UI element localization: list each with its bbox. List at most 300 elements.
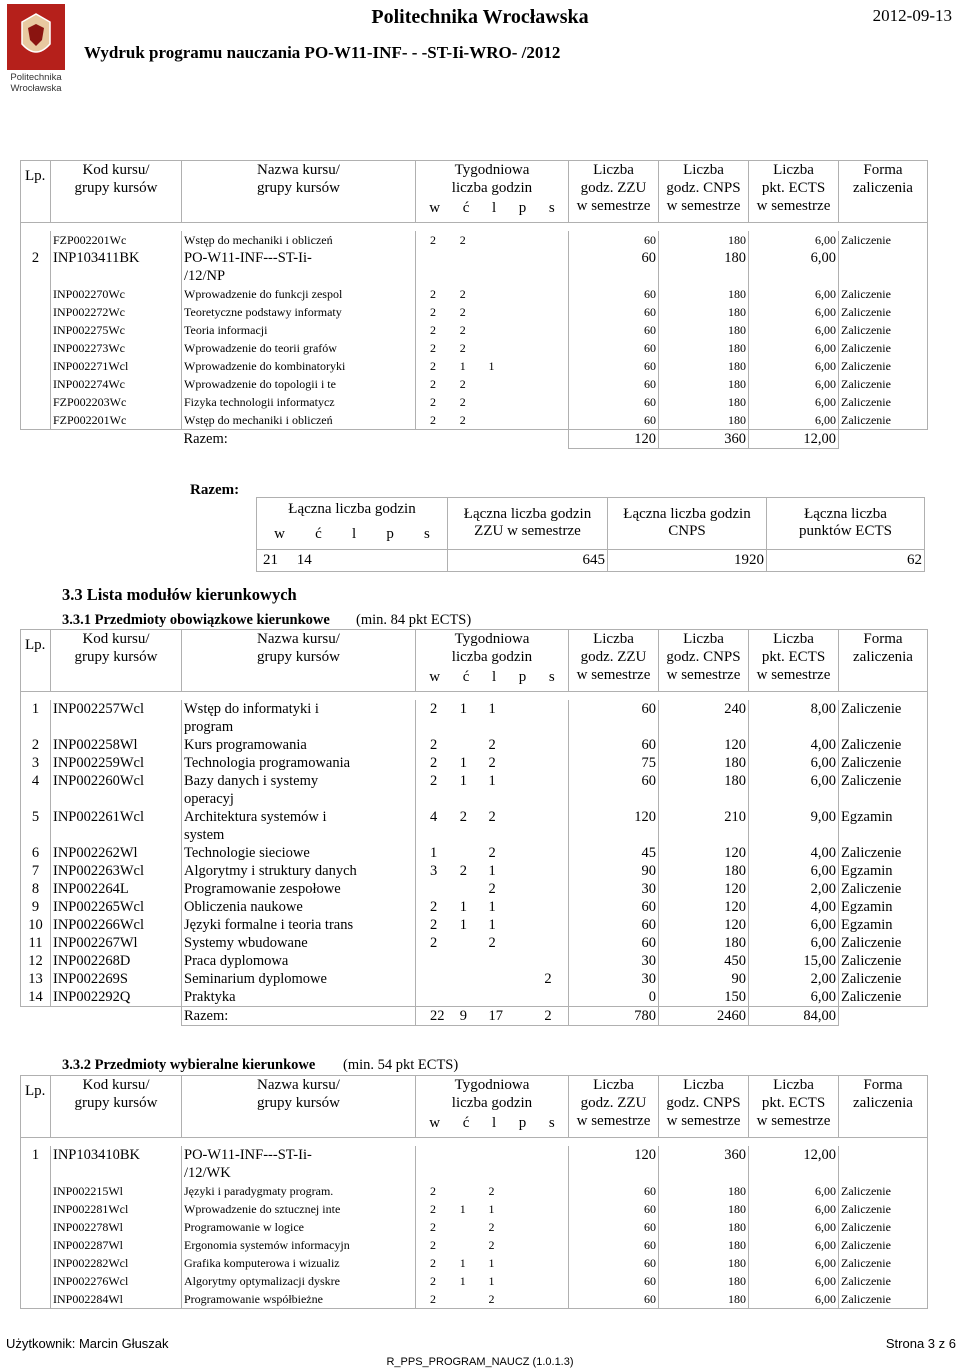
hours-c (460, 1236, 489, 1254)
hours-c: 1 (459, 1202, 466, 1216)
zzu-hours: 60 (569, 375, 659, 393)
row-number: 3 (21, 754, 51, 772)
hours-l: 2 (488, 1238, 495, 1252)
hours-w: 22 (430, 1008, 445, 1024)
lp-header-label: Lp. (25, 637, 46, 653)
cnps-hours: 180 (659, 249, 749, 285)
hours-p (517, 1236, 544, 1254)
ects-points-header-line2: pkt. ECTS (761, 180, 826, 196)
hours-s (544, 357, 566, 375)
row-number (21, 321, 51, 339)
row-number (21, 231, 51, 249)
weekly-hours-cell (416, 339, 569, 357)
hours-w: 2 (430, 395, 436, 409)
cnps-hours: 180 (659, 1290, 749, 1309)
hours-type-w-label: w (429, 669, 441, 685)
zzu-hours: 120 (569, 808, 659, 844)
group-name (182, 1146, 416, 1182)
hours-w: 2 (430, 755, 438, 771)
assessment-form: Zaliczenie (839, 285, 928, 303)
weekly-hours-cell (416, 934, 569, 952)
hours-l (489, 285, 518, 303)
hours-l: 2 (488, 1220, 495, 1234)
hours-c: 2 (459, 233, 466, 247)
course-name-line1: Bazy danych i systemy (184, 773, 319, 789)
zzu-hours-header-line1: Liczba (593, 631, 634, 647)
row-number (21, 411, 51, 430)
summary-table (256, 497, 925, 572)
course-name: Wprowadzenie do kombinatoryki (182, 357, 416, 375)
hours-c: 2 (459, 377, 466, 391)
hours-w: 2 (430, 917, 438, 933)
hours-c (460, 880, 489, 898)
hours-p (517, 970, 544, 988)
weekly-hours-cell (416, 898, 569, 916)
course-name: Teoria informacji (182, 321, 416, 339)
hours-l (489, 411, 518, 429)
cnps-hours-header (659, 1076, 749, 1138)
hours-l (489, 339, 518, 357)
course-name-line1: Seminarium dyplomowe (184, 971, 327, 987)
section-3-3-2-note: (min. 54 pkt ECTS) (343, 1057, 459, 1073)
weekly-hours-cell (416, 862, 569, 880)
course-name-line1: Architektura systemów i (184, 809, 327, 825)
course-name (182, 880, 416, 898)
hours-p (517, 736, 544, 754)
zzu-hours: 60 (569, 898, 659, 916)
summary-zzu-header-1: Łączna liczba godzin (463, 506, 592, 522)
document-subtitle: Wydruk programu nauczania PO-W11-INF- - -ST-Ii-WRO- /2012 (84, 43, 561, 62)
course-name-line1: Algorytmy i struktury danych (184, 863, 357, 879)
cnps-hours-header-line1: Liczba (683, 162, 724, 178)
course-code-header-line2: grupy kursów (74, 180, 158, 196)
group-name-line1: PO-W11-INF---ST-Ii- (184, 1147, 312, 1163)
weekly-hours-header (416, 630, 569, 692)
course-code: INP002282Wcl (51, 1254, 182, 1272)
hours-l: 2 (488, 809, 496, 825)
course-row (21, 303, 928, 321)
course-name-header (182, 1076, 416, 1138)
hours-s (544, 700, 566, 718)
weekly-hours-cell (416, 1236, 569, 1254)
row-number (21, 1182, 51, 1200)
zzu-hours-header-line2: godz. ZZU (580, 649, 647, 665)
hours-w: 2 (430, 1238, 436, 1252)
hours-l: 1 (488, 1202, 495, 1216)
zzu-hours-header-line1: Liczba (593, 1077, 634, 1093)
ects-points: 6,00 (749, 393, 839, 411)
assessment-form: Zaliczenie (839, 772, 928, 808)
course-name (182, 988, 416, 1007)
weekly-hours-cell (416, 303, 569, 321)
course-code: INP002276Wcl (51, 1272, 182, 1290)
hours-w: 2 (430, 701, 438, 717)
zzu-hours: 60 (569, 285, 659, 303)
cnps-hours: 180 (659, 1200, 749, 1218)
weekly-hours-cell (416, 1007, 569, 1026)
ects-points: 6,00 (749, 772, 839, 808)
course-code-header-line2: grupy kursów (74, 649, 158, 665)
zzu-hours: 75 (569, 754, 659, 772)
course-name-header-line1: Nazwa kursu/ (257, 631, 340, 647)
hours-c: 1 (459, 1256, 466, 1270)
cnps-hours: 180 (659, 393, 749, 411)
hours-w: 2 (430, 341, 436, 355)
course-name: Wstęp do mechaniki i obliczeń (182, 411, 416, 430)
course-row (21, 988, 928, 1007)
zzu-hours-header (569, 1076, 659, 1138)
course-code-header-line1: Kod kursu/ (82, 1077, 150, 1093)
hours-w: 2 (430, 233, 436, 247)
course-code-header-line1: Kod kursu/ (82, 162, 150, 178)
course-code: INP002267Wl (51, 934, 182, 952)
summary-ects-header-2: punktów ECTS (799, 523, 892, 539)
hours-c: 2 (459, 809, 467, 825)
summary-zzu-header-2: ZZU w semestrze (474, 523, 581, 539)
hours-s (544, 898, 566, 916)
weekly-hours-cell (416, 844, 569, 862)
hours-s (544, 916, 566, 934)
course-name: Programowanie w logice (182, 1218, 416, 1236)
hours-s (544, 772, 566, 790)
course-code: INP002278Wl (51, 1218, 182, 1236)
hours-p (517, 1200, 544, 1218)
cnps-hours: 180 (659, 285, 749, 303)
ects-points: 6,00 (749, 321, 839, 339)
assessment-form: Zaliczenie (839, 1254, 928, 1272)
zzu-hours: 60 (569, 1290, 659, 1309)
hours-p (517, 1182, 544, 1200)
course-name-header-line1: Nazwa kursu/ (257, 1077, 340, 1093)
row-number (21, 1290, 51, 1309)
course-name (182, 754, 416, 772)
course-code: INP002272Wc (51, 303, 182, 321)
spacer-row (21, 223, 928, 232)
assessment-form: Zaliczenie (839, 754, 928, 772)
hours-c (460, 970, 489, 988)
course-name-line1: Praca dyplomowa (184, 953, 289, 969)
hours-c: 2 (459, 323, 466, 337)
zzu-hours: 60 (569, 231, 659, 249)
hours-s (544, 1290, 566, 1308)
cnps-hours-header-line2: godz. CNPS (666, 649, 741, 665)
course-name-line1: Technologie sieciowe (184, 845, 310, 861)
lp-header (21, 630, 51, 692)
hours-l: 1 (488, 917, 496, 933)
cnps-hours: 120 (659, 916, 749, 934)
course-name (182, 862, 416, 880)
cnps-hours: 180 (659, 375, 749, 393)
zzu-hours: 60 (569, 393, 659, 411)
hours-l (489, 321, 518, 339)
row-number: 12 (21, 952, 51, 970)
hours-c (460, 844, 489, 862)
hours-s (544, 1236, 566, 1254)
ects-points-header-line3: w semestrze (756, 667, 831, 683)
weekly-hours-cell (416, 880, 569, 898)
summary-c-header: ć (315, 526, 322, 542)
footer-user: Użytkownik: Marcin Głuszak (6, 1336, 169, 1351)
hours-p (517, 862, 544, 880)
assessment-form: Zaliczenie (839, 375, 928, 393)
print-date: 2012-09-13 (872, 6, 952, 25)
assessment-form: Zaliczenie (839, 231, 928, 249)
course-row (21, 898, 928, 916)
hours-w: 2 (430, 1274, 436, 1288)
course-code-header-line2: grupy kursów (74, 1095, 158, 1111)
course-name (182, 916, 416, 934)
cnps-hours: 180 (659, 303, 749, 321)
hours-s (544, 1200, 566, 1218)
hours-s (544, 754, 566, 772)
weekly-hours-header-line2: liczba godzin (451, 180, 533, 196)
ects-points-header-line1: Liczba (773, 162, 814, 178)
footer-report-id: R_PPS_PROGRAM_NAUCZ (1.0.1.3) (386, 1356, 574, 1368)
course-name (182, 934, 416, 952)
course-row (21, 862, 928, 880)
total-ects: 12,00 (749, 430, 839, 449)
hours-c: 9 (459, 1008, 467, 1024)
weekly-hours-header (416, 1076, 569, 1138)
summary-ects-value: 62 (767, 550, 925, 572)
hours-l: 1 (488, 359, 495, 373)
weekly-hours-cell (416, 1272, 569, 1290)
course-name: Teoretyczne podstawy informaty (182, 303, 416, 321)
assessment-form: Zaliczenie (839, 1272, 928, 1290)
course-row (21, 339, 928, 357)
row-number: 14 (21, 988, 51, 1007)
row-number: 1 (21, 1146, 51, 1182)
total-row (21, 430, 928, 449)
cnps-hours: 180 (659, 357, 749, 375)
hours-c: 2 (459, 341, 466, 355)
section-3-3-1-note: (min. 84 pkt ECTS) (356, 612, 472, 628)
hours-l: 2 (488, 881, 496, 897)
zzu-hours-header-line3: w semestrze (576, 1113, 651, 1129)
course-name: Wprowadzenie do teorii grafów (182, 339, 416, 357)
hours-type-p-label: p (518, 669, 527, 685)
weekly-hours-cell (416, 1290, 569, 1309)
assessment-form: Zaliczenie (839, 1200, 928, 1218)
ects-points: 6,00 (749, 303, 839, 321)
summary-w-value: 21 (263, 552, 278, 568)
hours-s (544, 808, 566, 826)
weekly-hours-header (416, 161, 569, 223)
hours-type-p-label: p (518, 1115, 527, 1131)
hours-s (544, 321, 566, 339)
assessment-form: Zaliczenie (839, 880, 928, 898)
course-row (21, 952, 928, 970)
course-name (182, 844, 416, 862)
ects-points: 6,00 (749, 285, 839, 303)
ects-points: 6,00 (749, 1200, 839, 1218)
hours-s (544, 880, 566, 898)
weekly-hours-header-line1: Tygodniowa (454, 631, 530, 647)
hours-c (460, 1182, 489, 1200)
summary-s-header: s (424, 526, 430, 542)
weekly-hours-cell (416, 285, 569, 303)
row-number: 8 (21, 880, 51, 898)
zzu-hours: 120 (569, 1146, 659, 1182)
course-code: INP002270Wc (51, 285, 182, 303)
course-row (21, 1200, 928, 1218)
hours-p (517, 285, 544, 303)
course-row (21, 357, 928, 375)
total-cnps: 360 (659, 430, 749, 449)
summary-cnps-value: 1920 (608, 550, 767, 572)
course-code: FZP002201Wc (51, 411, 182, 430)
course-name (182, 952, 416, 970)
total-label: Razem: (182, 1007, 416, 1026)
hours-s (544, 1272, 566, 1290)
zzu-hours: 60 (569, 1200, 659, 1218)
assessment-form: Egzamin (839, 808, 928, 844)
hours-p (517, 1218, 544, 1236)
cnps-hours: 180 (659, 1182, 749, 1200)
row-number (21, 375, 51, 393)
course-row (21, 375, 928, 393)
row-number (21, 1272, 51, 1290)
hours-c (460, 934, 489, 952)
course-code: INP002268D (51, 952, 182, 970)
cnps-hours: 180 (659, 411, 749, 430)
cnps-hours: 180 (659, 934, 749, 952)
hours-p (517, 1254, 544, 1272)
course-name-line1: Języki formalne i teoria trans (184, 917, 354, 933)
svg-text:Politechnika: Politechnika (10, 72, 62, 83)
ects-points-header-line3: w semestrze (756, 198, 831, 214)
course-name: Języki i paradygmaty program. (182, 1182, 416, 1200)
course-code: INP002271Wcl (51, 357, 182, 375)
lp-header-label: Lp. (25, 168, 46, 184)
hours-w: 2 (430, 1220, 436, 1234)
course-code: INP002266Wcl (51, 916, 182, 934)
assessment-form: Zaliczenie (839, 934, 928, 952)
weekly-hours-cell (416, 736, 569, 754)
row-number (21, 393, 51, 411)
cnps-hours: 180 (659, 231, 749, 249)
table2-header-row (21, 630, 928, 692)
course-code-header (51, 161, 182, 223)
hours-l: 2 (488, 1292, 495, 1306)
hours-w: 2 (430, 935, 438, 951)
cnps-hours: 240 (659, 700, 749, 736)
cnps-hours: 180 (659, 321, 749, 339)
ects-points: 4,00 (749, 898, 839, 916)
assessment-form-header (839, 1076, 928, 1138)
course-name: Wstęp do mechaniki i obliczeń (182, 231, 416, 249)
row-number (21, 1200, 51, 1218)
assessment-form: Zaliczenie (839, 339, 928, 357)
zzu-hours: 0 (569, 988, 659, 1007)
ects-points-header-line1: Liczba (773, 631, 814, 647)
hours-p (517, 303, 544, 321)
hours-l: 17 (488, 1008, 504, 1024)
assessment-form: Zaliczenie (839, 303, 928, 321)
university-title: Politechnika Wrocławska (371, 6, 589, 28)
hours-type-s-label: s (548, 200, 555, 216)
row-number (21, 1254, 51, 1272)
zzu-hours-header-line2: godz. ZZU (580, 180, 647, 196)
course-name-header-line1: Nazwa kursu/ (257, 162, 340, 178)
zzu-hours: 60 (569, 411, 659, 430)
cnps-hours-header (659, 161, 749, 223)
ects-points: 6,00 (749, 357, 839, 375)
hours-p (517, 808, 544, 826)
weekly-hours-header-line1: Tygodniowa (454, 162, 530, 178)
hours-s (544, 862, 566, 880)
course-code: INP002259Wcl (51, 754, 182, 772)
zzu-hours: 60 (569, 736, 659, 754)
cnps-hours: 180 (659, 772, 749, 808)
zzu-hours: 60 (569, 249, 659, 285)
hours-p (517, 375, 544, 393)
course-name (182, 970, 416, 988)
summary-cnps-header-1: Łączna liczba godzin (623, 506, 751, 522)
hours-p (517, 916, 544, 934)
course-name-header-line2: grupy kursów (257, 649, 340, 665)
weekly-hours-cell (416, 1200, 569, 1218)
hours-p (517, 321, 544, 339)
weekly-hours-cell (416, 700, 569, 736)
hours-w (418, 880, 460, 898)
hours-s (544, 844, 566, 862)
course-row (21, 1290, 928, 1309)
cnps-hours-header (659, 630, 749, 692)
hours-p (517, 411, 544, 429)
assessment-form-header-line2: zaliczenia (853, 180, 913, 196)
course-code: INP002273Wc (51, 339, 182, 357)
hours-w: 2 (430, 377, 436, 391)
hours-p (517, 880, 544, 898)
cnps-hours-header-line1: Liczba (683, 631, 724, 647)
weekly-hours-header-line2: liczba godzin (451, 649, 533, 665)
course-name (182, 700, 416, 736)
hours-c: 2 (459, 305, 466, 319)
summary-zzu-value: 645 (448, 550, 608, 572)
hours-s (544, 303, 566, 321)
ects-points: 9,00 (749, 808, 839, 844)
row-number: 5 (21, 808, 51, 844)
hours-s (544, 934, 566, 952)
section-3-3-heading: 3.3 Lista modułów kierunkowych (62, 585, 297, 604)
zzu-hours-header-line2: godz. ZZU (580, 1095, 647, 1111)
assessment-form: Zaliczenie (839, 1290, 928, 1309)
course-code: INP002281Wcl (51, 1200, 182, 1218)
cnps-hours: 120 (659, 880, 749, 898)
ects-points: 6,00 (749, 231, 839, 249)
weekly-hours-cell (416, 916, 569, 934)
hours-c (460, 1218, 489, 1236)
summary-c-value: 14 (296, 552, 312, 568)
ects-points: 2,00 (749, 970, 839, 988)
lp-header-label: Lp. (25, 1083, 46, 1099)
assessment-form-header-line1: Forma (863, 162, 903, 178)
ects-points: 4,00 (749, 736, 839, 754)
course-name-line1: Obliczenia naukowe (184, 899, 303, 915)
ects-points: 8,00 (749, 700, 839, 736)
hours-c: 1 (459, 1274, 466, 1288)
hours-type-s-label: s (548, 1115, 555, 1131)
course-code: INP002265Wcl (51, 898, 182, 916)
zzu-hours: 90 (569, 862, 659, 880)
group-name (182, 249, 416, 285)
hours-p (517, 754, 544, 772)
assessment-form: Zaliczenie (839, 411, 928, 430)
zzu-hours-header (569, 161, 659, 223)
hours-c: 1 (459, 359, 466, 373)
hours-type-w-label: w (429, 200, 441, 216)
